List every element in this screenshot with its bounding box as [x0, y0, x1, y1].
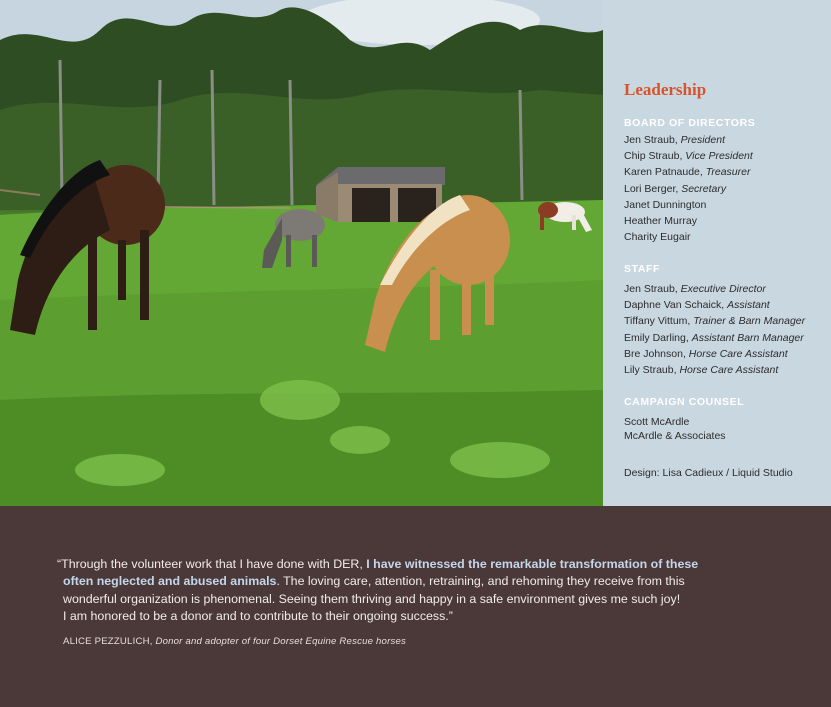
counsel-block	[624, 416, 726, 443]
testimonial-band	[0, 506, 831, 707]
leadership-title: Leadership	[624, 80, 707, 99]
quote-line: often neglected and abused animals. The loving care, attention, retraining, and rehoming they receive from this	[63, 574, 685, 589]
quote-line: “Through the volunteer work that I have done with DER, I have witnessed the remarkable transformation of these	[57, 557, 699, 571]
attribution-description: Donor and adopter of four Dorset Equine Rescue horses	[155, 636, 407, 647]
counsel-name: Scott McArdle	[624, 416, 690, 428]
staff-member: Bre Johnson, Horse Care Assistant	[624, 347, 788, 360]
staff-member: Emily Darling, Assistant Barn Manager	[624, 331, 804, 344]
staff-member: Jen Straub, Executive Director	[624, 283, 766, 295]
leadership-panel	[603, 0, 831, 506]
counsel-firm: McArdle & Associates	[624, 429, 726, 442]
staff-member: Daphne Van Schaick, Assistant	[624, 299, 770, 312]
board-member: Karen Patnaude, Treasurer	[624, 166, 751, 179]
board-member: Charity Eugair	[624, 231, 691, 244]
board-heading: BOARD OF DIRECTORS	[624, 117, 756, 129]
board-member: Janet Dunnington	[624, 198, 707, 211]
board-list	[624, 132, 753, 245]
board-member: Heather Murray	[624, 215, 697, 228]
quote-line: wonderful organization is phenomenal. Seeing them thriving and happy in a safe environment gives me such joy!	[63, 591, 681, 606]
board-member: Jen Straub, President	[624, 134, 725, 146]
staff-heading: STAFF	[624, 263, 661, 275]
staff-list	[624, 281, 805, 378]
testimonial-quote	[57, 556, 737, 626]
quote-line: I am honored to be a donor and to contribute to their ongoing success.”	[63, 609, 453, 624]
staff-member: Tiffany Vittum, Trainer & Barn Manager	[624, 315, 806, 328]
attribution-name: ALICE PEZZULICH,	[63, 636, 153, 647]
staff-member: Lily Straub, Horse Care Assistant	[624, 364, 779, 377]
counsel-heading: CAMPAIGN COUNSEL	[624, 396, 745, 408]
design-credit: Design: Lisa Cadieux / Liquid Studio	[624, 467, 793, 479]
board-member: Chip Straub, Vice President	[624, 150, 753, 163]
quote-attribution	[63, 636, 406, 647]
board-member: Lori Berger, Secretary	[624, 182, 727, 195]
